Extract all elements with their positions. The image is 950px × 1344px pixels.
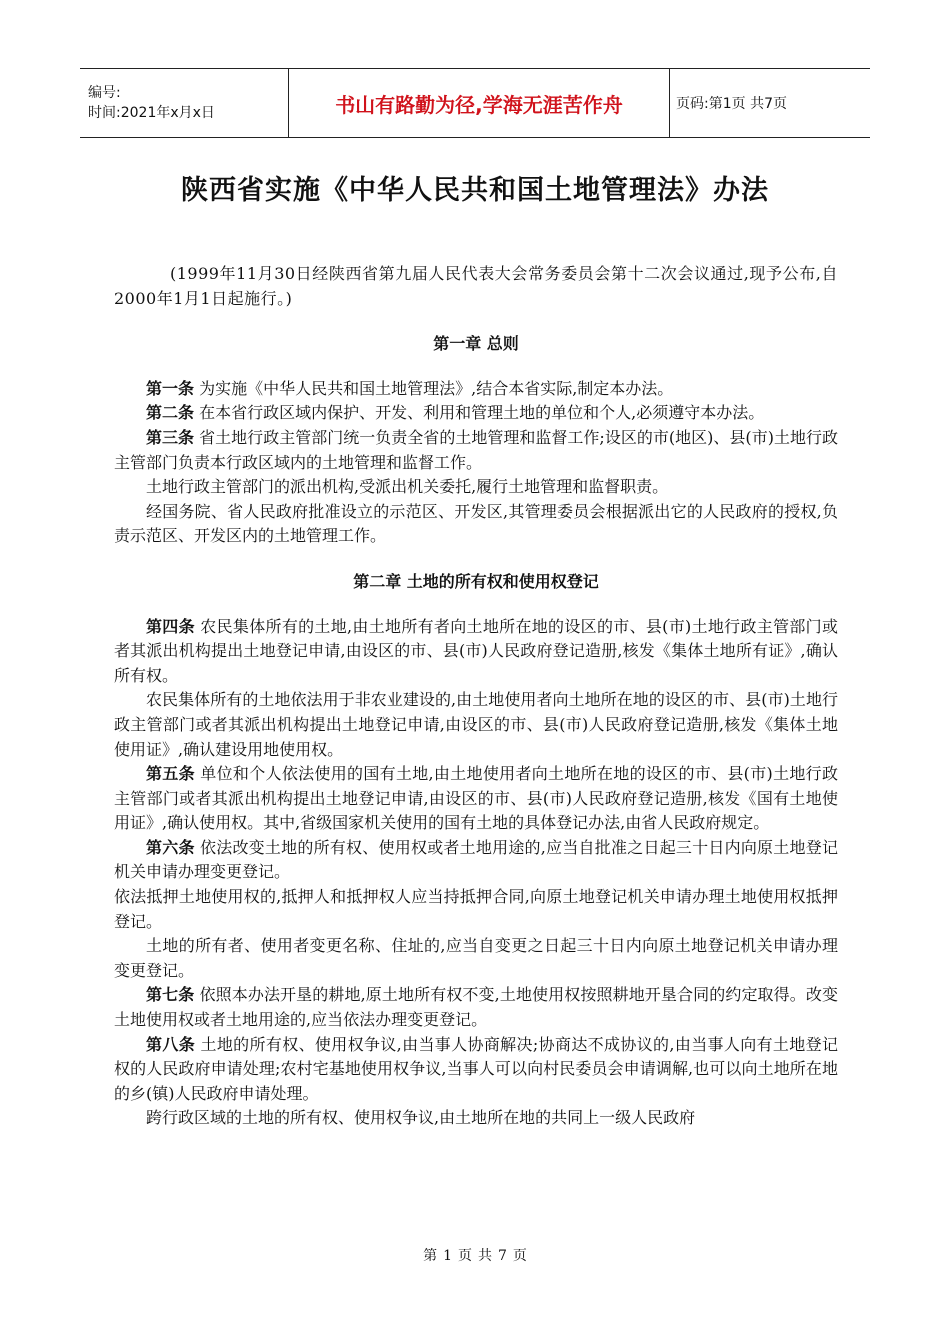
- paragraph-text: 土地的所有者、使用者变更名称、住址的,应当自变更之日起三十日内向原土地登记机关申请办理变更登记。: [114, 936, 838, 980]
- article-paragraph: [114, 1033, 838, 1107]
- article-number: 第四条: [146, 616, 195, 636]
- article-paragraph: [114, 401, 838, 426]
- article-paragraph: [114, 377, 838, 402]
- paragraph-text: 单位和个人依法使用的国有土地,由土地使用者向土地所在地的设区的市、县(市)土地行政主管部门或者其派出机构提出土地登记申请,由设区的市、县(市)人民政府登记造册,核发《国有土地使用证》,确认使用权。其中,省级国家机关使用的国有土地的具体登记办法,由省人民政府规定。: [114, 764, 838, 833]
- article-paragraph: [114, 615, 838, 689]
- footer-word: 页: [512, 1248, 527, 1264]
- chapters-container: [114, 332, 838, 1131]
- body-paragraph: [114, 885, 838, 934]
- document-title: 陕西省实施《中华人民共和国土地管理法》办法: [181, 175, 769, 206]
- body-paragraph: [114, 688, 838, 762]
- paragraph-text: 经国务院、省人民政府批准设立的示范区、开发区,其管理委员会根据派出它的人民政府的授权,负责示范区、开发区内的土地管理工作。: [114, 501, 838, 546]
- page-footer: [0, 1245, 950, 1265]
- article-paragraph: [114, 762, 838, 836]
- paragraph-text: 跨行政区域的土地的所有权、使用权争议,由土地所在地的共同上一级人民政府: [146, 1108, 696, 1128]
- body-paragraph: [114, 500, 838, 549]
- article-paragraph: [114, 983, 838, 1032]
- preamble: (1999年11月30日经陕西省第九届人民代表大会常务委员会第十二次会议通过,现予公布,自2000年1月1日起施行。): [114, 264, 838, 308]
- footer-word: 第: [423, 1248, 438, 1264]
- document-body: [114, 262, 838, 1131]
- footer-word: 页: [458, 1248, 472, 1264]
- header-motto: [289, 69, 670, 137]
- page-info-text: 页码:第1页 共7页: [676, 96, 787, 112]
- body-paragraph: [114, 1106, 838, 1131]
- paragraph-text: 省土地行政主管部门统一负责全省的土地管理和监督工作;设区的市(地区)、县(市)土地行政主管部门负责本行政区域内的土地管理和监督工作。: [114, 427, 838, 472]
- article-paragraph: [114, 426, 838, 475]
- paragraph-text: 农民集体所有的土地,由土地所有者向土地所在地的设区的市、县(市)土地行政主管部门或者其派出机构提出土地登记申请,由设区的市、县(市)人民政府登记造册,核发《集体土地所有证》,确认所有权。: [114, 616, 838, 685]
- paragraph-text: 依法改变土地的所有权、使用权或者土地用途的,应当自批准之日起三十日内向原土地登记机关申请办理变更登记。: [114, 837, 838, 882]
- footer-page-number: 1: [443, 1248, 452, 1264]
- chapter-heading: 第二章 土地的所有权和使用权登记: [353, 571, 599, 591]
- chapter-heading: 第一章 总则: [433, 334, 519, 354]
- article-number: 第八条: [146, 1034, 196, 1054]
- article-number: 第二条: [146, 403, 195, 423]
- body-paragraph: [114, 934, 838, 983]
- footer-total-pages: 7: [498, 1248, 507, 1264]
- paragraph-text: 在本省行政区域内保护、开发、利用和管理土地的单位和个人,必须遵守本办法。: [194, 403, 765, 423]
- article-paragraph: [114, 836, 838, 885]
- article-number: 第七条: [146, 985, 195, 1005]
- document-number-label: 编号:: [88, 85, 121, 101]
- paragraph-text: 为实施《中华人民共和国土地管理法》,结合本省实际,制定本办法。: [194, 378, 674, 398]
- article-number: 第五条: [146, 764, 195, 784]
- article-number: 第三条: [146, 427, 195, 447]
- header-table: [80, 68, 870, 138]
- paragraph-text: 土地的所有权、使用权争议,由当事人协商解决;协商达不成协议的,由当事人向有土地登记权的人民政府申请处理;农村宅基地使用权争议,当事人可以向村民委员会申请调解,也可以向土地所在地的乡(镇)人民政府申请处理。: [114, 1034, 838, 1103]
- paragraph-text: 依法抵押土地使用权的,抵押人和抵押权人应当持抵押合同,向原土地登记机关申请办理土地使用权抵押登记。: [114, 887, 838, 931]
- document-date: 时间:2021年x月x日: [88, 105, 215, 121]
- article-number: 第一条: [146, 378, 195, 398]
- body-paragraph: [114, 475, 838, 500]
- header-page-info: [670, 69, 870, 137]
- header-meta: [80, 69, 289, 137]
- footer-word: 共: [478, 1248, 492, 1264]
- paragraph-text: 土地行政主管部门的派出机构,受派出机关委托,履行土地管理和监督职责。: [146, 477, 669, 497]
- motto-text: 书山有路勤为径,学海无涯苦作舟: [335, 92, 623, 117]
- paragraph-text: 农民集体所有的土地依法用于非农业建设的,由土地使用者向土地所在地的设区的市、县(市)土地行政主管部门或者其派出机构提出土地登记申请,由设区的市、县(市)人民政府登记造册,核发《集体土地使用证》,确认建设用地使用权。: [114, 690, 838, 759]
- article-number: 第六条: [146, 837, 195, 857]
- paragraph-text: 依照本办法开垦的耕地,原土地所有权不变,土地使用权按照耕地开垦合同的约定取得。改变土地使用权或者土地用途的,应当依法办理变更登记。: [114, 985, 838, 1030]
